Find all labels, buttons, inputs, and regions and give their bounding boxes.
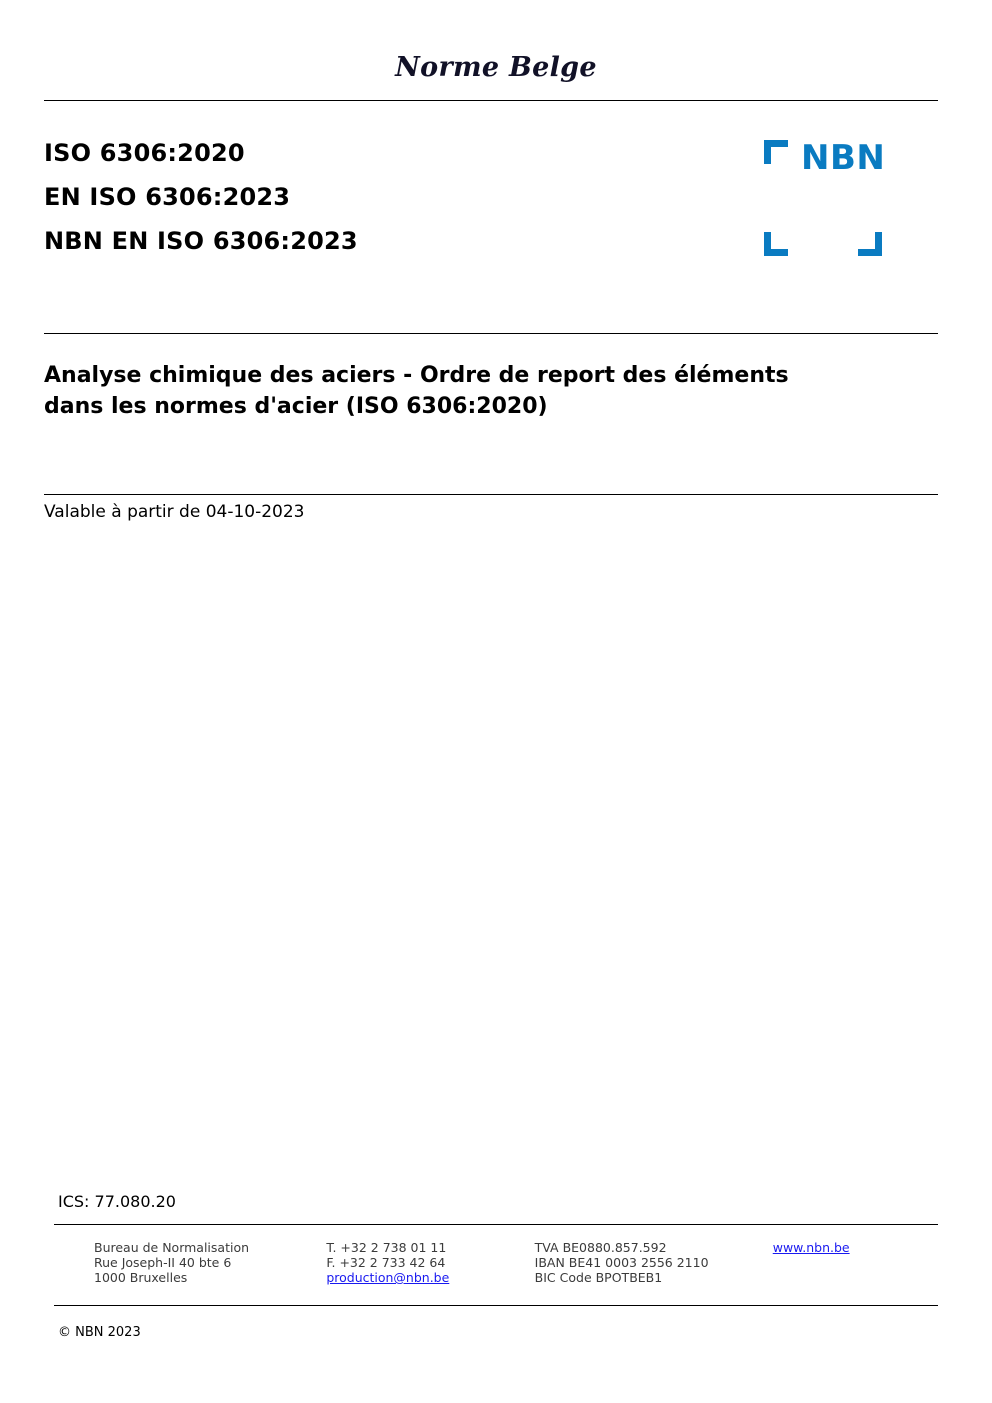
logo-corner-bottom-left-icon xyxy=(764,232,788,256)
divider-top xyxy=(44,100,938,101)
divider-middle xyxy=(44,333,938,334)
reference-nbn-en-iso: NBN EN ISO 6306:2023 xyxy=(44,227,358,255)
footer-fiscal xyxy=(535,1240,773,1285)
valid-from-text: Valable à partir de 04-10-2023 xyxy=(44,502,305,522)
footer-contact-block xyxy=(94,1240,938,1285)
footer-fax: F. +32 2 733 42 64 xyxy=(326,1255,446,1270)
footer-email-link[interactable]: production@nbn.be xyxy=(326,1270,450,1285)
nbn-logo xyxy=(756,132,896,268)
footer-phone: T. +32 2 738 01 11 xyxy=(326,1240,447,1255)
footer-address-line-1: Bureau de Normalisation xyxy=(94,1240,250,1255)
logo-corner-bottom-right-icon xyxy=(858,232,882,256)
document-title-line-1: Analyse chimique des aciers - Ordre de report des éléments xyxy=(44,363,789,388)
footer-address xyxy=(94,1240,326,1285)
footer-address-line-3: 1000 Bruxelles xyxy=(94,1270,188,1285)
divider-below-footer xyxy=(54,1305,938,1306)
footer-contact xyxy=(326,1240,534,1285)
reference-en-iso: EN ISO 6306:2023 xyxy=(44,183,291,211)
footer-vat: TVA BE0880.857.592 xyxy=(534,1240,667,1255)
footer-iban: IBAN BE41 0003 2556 2110 xyxy=(534,1255,709,1270)
document-title-line-2: dans les normes d'acier (ISO 6306:2020) xyxy=(44,394,548,419)
copyright-text: © NBN 2023 xyxy=(58,1325,141,1340)
reference-iso: ISO 6306:2020 xyxy=(44,139,245,167)
divider-valid-from xyxy=(44,494,938,495)
divider-above-footer xyxy=(54,1224,938,1225)
footer-bic: BIC Code BPOTBEB1 xyxy=(534,1270,663,1285)
footer-website-link[interactable]: www.nbn.be xyxy=(772,1240,850,1255)
document-title xyxy=(44,360,864,422)
standard-reference-block xyxy=(44,131,644,263)
ics-code: ICS: 77.080.20 xyxy=(58,1192,176,1211)
logo-corner-top-left-icon xyxy=(764,140,788,164)
logo-wordmark: NBN xyxy=(801,138,886,178)
page-header-title: Norme Belge xyxy=(395,52,597,83)
footer-website xyxy=(773,1240,938,1255)
footer-address-line-2: Rue Joseph-II 40 bte 6 xyxy=(94,1255,232,1270)
